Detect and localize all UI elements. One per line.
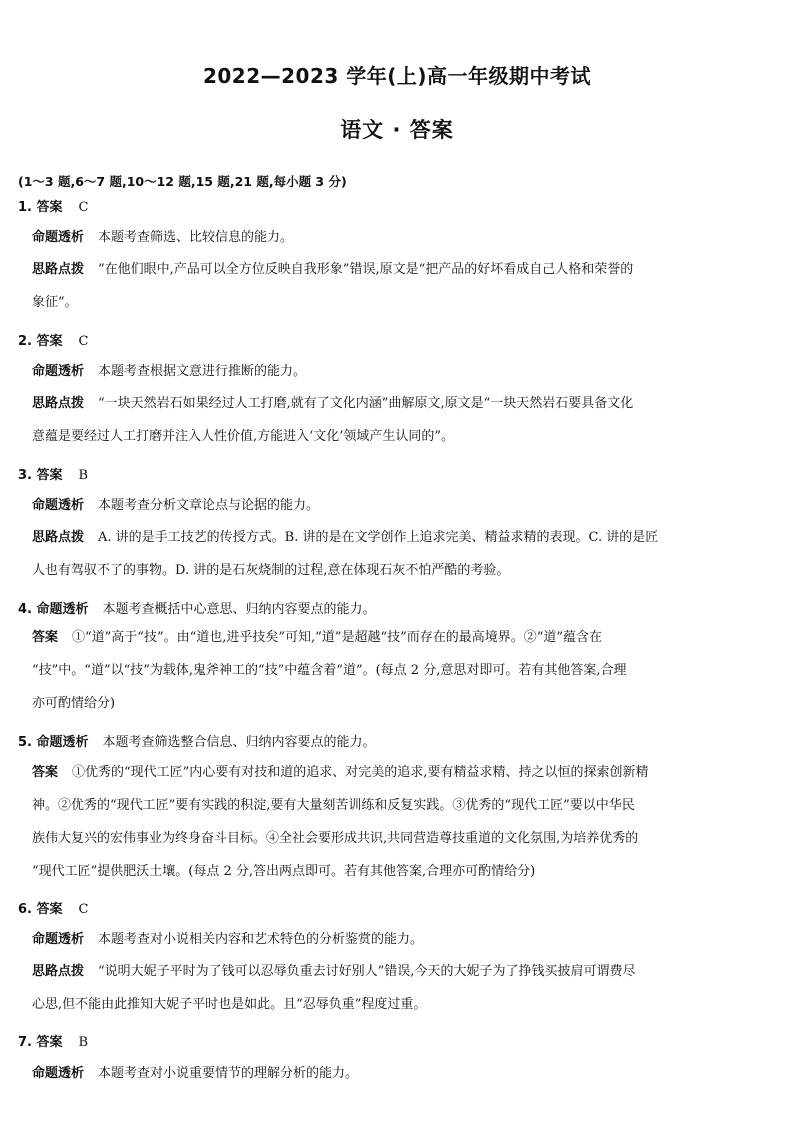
- q1-analysis: [32, 221, 774, 254]
- q2-hint: [32, 387, 774, 420]
- q3-analysis-label: 命题透析: [32, 498, 85, 513]
- q2-analysis: [32, 355, 774, 388]
- q3-label: 3. 答案: [18, 468, 63, 483]
- q6-label: 6. 答案: [18, 902, 63, 917]
- q6-answer: C: [78, 902, 89, 917]
- q3-header: [18, 464, 88, 483]
- q6-header: [18, 898, 88, 917]
- q1-hint: [32, 253, 774, 286]
- q6-analysis: [32, 923, 774, 956]
- q5-answer: [32, 756, 774, 789]
- q1-hint-label: 思路点拨: [32, 262, 85, 277]
- page-title: 2022—2023 学年(上)高一年级期中考试: [202, 64, 592, 88]
- q4-answer: [32, 621, 774, 654]
- q7-header: [18, 1031, 88, 1050]
- q3-analysis: [32, 489, 774, 522]
- q4-header: [18, 598, 376, 617]
- q2-answer: C: [78, 334, 89, 349]
- q2-hint-line1: “一块天然岩石如果经过人工打磨,就有了文化内涵”曲解原文,原文是“一块天然岩石要具备文化: [98, 396, 634, 411]
- q7-answer: B: [78, 1035, 89, 1050]
- q4-answer-cont2: 亦可酌情给分): [32, 696, 116, 711]
- q2-header: [18, 330, 88, 349]
- scoring-note: (1～3 题,6～7 题,10～12 题,15 题,21 题,每小题 3 分): [18, 174, 347, 189]
- q3-hint-line1: A. 讲的是手工技艺的传授方式。B. 讲的是在文学创作上追求完美、精益求精的表现。C. 讲的是匠: [98, 530, 659, 545]
- q2-analysis-text: 本题考查根据文意进行推断的能力。: [98, 364, 307, 379]
- q5-answer-cont2: 族伟大复兴的宏伟事业为终身奋斗目标。④全社会要形成共识,共同营造尊技重道的文化氛围,为培养优秀的: [32, 831, 639, 846]
- q5-answer-cont1: 神。②优秀的“现代工匠”要有实践的积淀,要有大量刻苦训练和反复实践。③优秀的“现代工匠”要以中华民: [32, 798, 635, 813]
- q1-label: 1. 答案: [18, 200, 63, 215]
- q4-analysis-text: 本题考查概括中心意思、归纳内容要点的能力。: [102, 602, 376, 617]
- q5-header: [18, 731, 376, 750]
- q6-analysis-text: 本题考查对小说相关内容和艺术特色的分析鉴赏的能力。: [98, 932, 424, 947]
- q7-label: 7. 答案: [18, 1035, 63, 1050]
- q5-answer-label: 答案: [32, 765, 59, 780]
- q5-analysis-text: 本题考查筛选整合信息、归纳内容要点的能力。: [102, 735, 376, 750]
- q5-answer-cont3: “现代工匠”提供肥沃土壤。(每点 2 分,答出两点即可。若有其他答案,合理亦可酌情给分): [32, 864, 536, 879]
- q7-analysis: [32, 1057, 774, 1090]
- q5-answer-line1: ①优秀的“现代工匠”内心要有对技和道的追求、对完美的追求,要有精益求精、持之以恒的探索创新精: [72, 765, 649, 780]
- q4-answer-cont1: “技”中。“道”以“技”为载体,鬼斧神工的“技”中蕴含着“道”。(每点 2 分,意思对即可。若有其他答案,合理: [32, 663, 627, 678]
- q7-analysis-label: 命题透析: [32, 1066, 85, 1081]
- q6-analysis-label: 命题透析: [32, 932, 85, 947]
- q1-analysis-text: 本题考查筛选、比较信息的能力。: [98, 230, 294, 245]
- q1-hint-cont: 象征”。: [32, 295, 78, 310]
- q1-answer: C: [78, 200, 89, 215]
- q3-answer: B: [78, 468, 89, 483]
- q3-hint-cont: 人也有驾驭不了的事物。D. 讲的是石灰烧制的过程,意在体现石灰不怕严酷的考验。: [32, 563, 510, 578]
- q1-analysis-label: 命题透析: [32, 230, 85, 245]
- q4-answer-label: 答案: [32, 630, 59, 645]
- q1-hint-line1: “在他们眼中,产品可以全方位反映自我形象”错误,原文是“把产品的好坏看成自己人格和荣誉的: [98, 262, 634, 277]
- q2-hint-label: 思路点拨: [32, 396, 85, 411]
- q2-label: 2. 答案: [18, 334, 63, 349]
- q5-label: 5. 命题透析: [18, 735, 89, 750]
- q2-analysis-label: 命题透析: [32, 364, 85, 379]
- q3-hint: [32, 521, 774, 554]
- q7-analysis-text: 本题考查对小说重要情节的理解分析的能力。: [98, 1066, 359, 1081]
- q4-answer-line1: ①“道”高于“技”。由“道也,进乎技矣”可知,“道”是超越“技”而存在的最高境界。②“道”蕴含在: [72, 630, 603, 645]
- q1-header: [18, 196, 88, 215]
- q4-label: 4. 命题透析: [18, 602, 89, 617]
- q6-hint: [32, 955, 774, 988]
- page-subtitle: 语文 · 答案: [340, 118, 454, 142]
- q6-hint-cont: 心思,但不能由此推知大妮子平时也是如此。且“忍辱负重”程度过重。: [32, 997, 427, 1012]
- q6-hint-line1: “说明大妮子平时为了钱可以忍辱负重去讨好别人”错误,今天的大妮子为了挣钱买披肩可谓费尽: [98, 964, 636, 979]
- q2-hint-cont: 意蕴是要经过人工打磨并注入人性价值,方能进入‘文化’领域产生认同的”。: [32, 429, 455, 444]
- q3-analysis-text: 本题考查分析文章论点与论据的能力。: [98, 498, 320, 513]
- q6-hint-label: 思路点拨: [32, 964, 85, 979]
- q3-hint-label: 思路点拨: [32, 530, 85, 545]
